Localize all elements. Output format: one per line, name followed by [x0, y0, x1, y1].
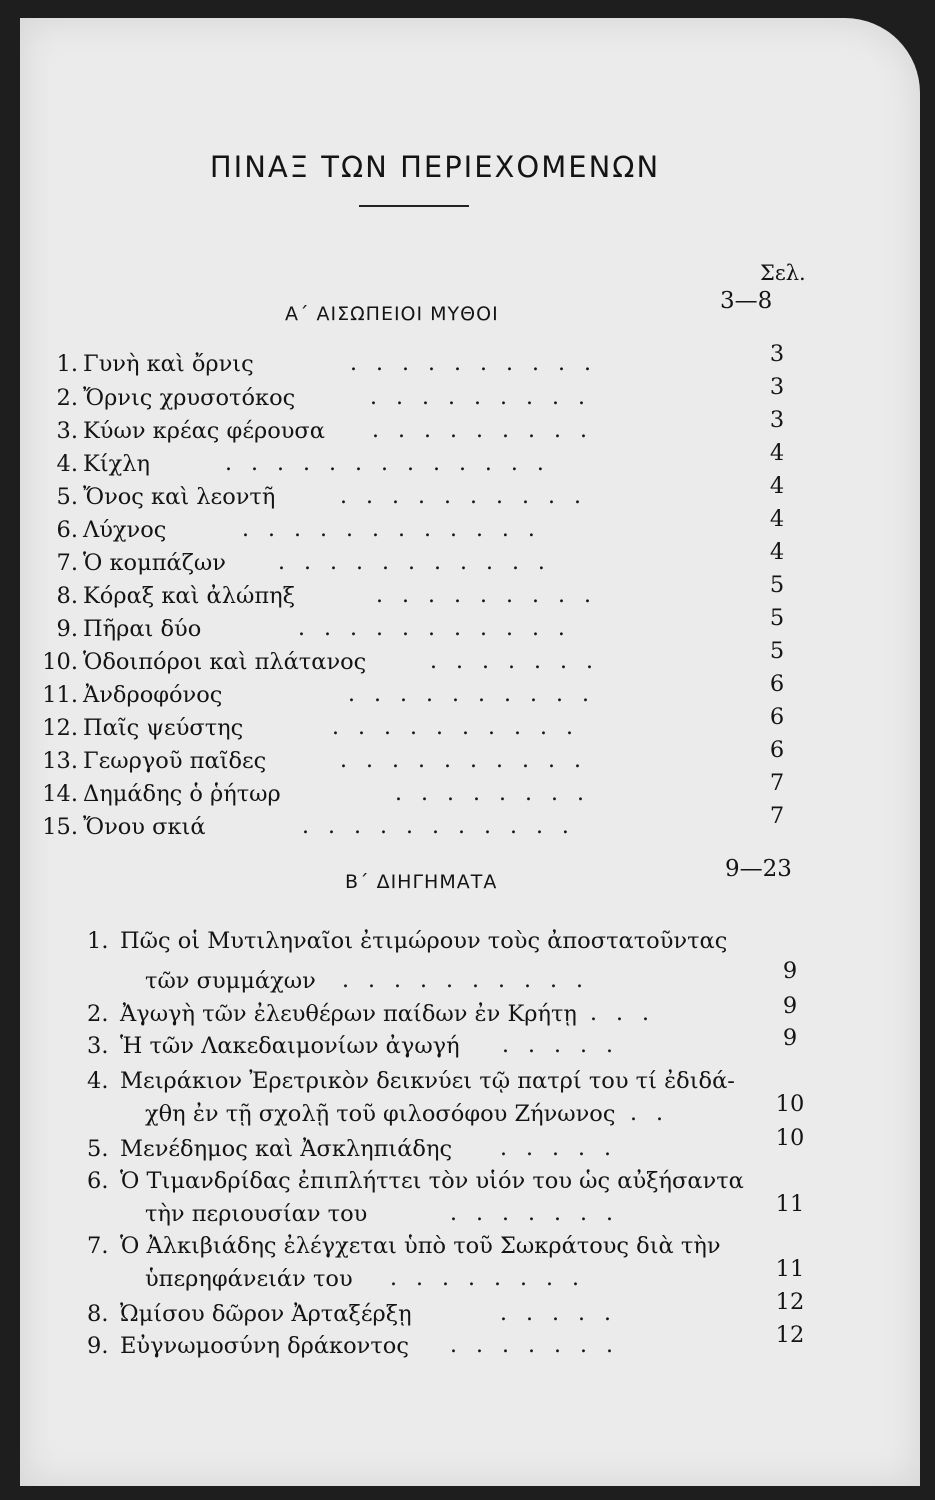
entry-number: 7.	[56, 550, 78, 576]
entry-title: Γεωργοῦ παῖδες	[83, 748, 267, 774]
entry-title-continuation: τὴν περιουσίαν του	[145, 1201, 368, 1227]
entry-title: Πῆραι δύο	[83, 616, 202, 642]
dot-leader: ........	[390, 1266, 598, 1291]
entry-title: Παῖς ψεύστης	[83, 715, 244, 741]
entry-page-number: 3	[769, 374, 785, 400]
entry-page-number: 10	[775, 1091, 805, 1117]
entry-number: 4.	[56, 451, 78, 477]
dot-leader: .......	[450, 1333, 632, 1358]
entry-title-continuation: τῶν συμμάχων	[145, 968, 316, 994]
entry-number: 12.	[42, 715, 78, 741]
dot-leader: .....	[502, 1033, 632, 1058]
entry-page-number: 5	[769, 572, 785, 598]
entry-number: 1.	[56, 351, 78, 377]
dot-leader: .........	[372, 418, 606, 443]
entry-page-number: 4	[769, 440, 785, 466]
entry-page-number: 7	[769, 770, 785, 796]
entry-title-continuation: ὑπερηφάνειάν του	[145, 1266, 353, 1292]
dot-leader: ...........	[302, 814, 588, 839]
entry-page-number: 6	[769, 704, 785, 730]
entry-title: Ἡ τῶν Λακεδαιμονίων ἀγωγή	[120, 1033, 460, 1059]
entry-title: Ὄνος καὶ λεοντῆ	[83, 484, 276, 510]
entry-title: Ἀγωγὴ τῶν ἐλευθέρων παίδων ἐν Κρήτῃ	[120, 1001, 577, 1027]
entry-page-number: 3	[769, 341, 785, 367]
entry-title: Πῶς οἱ Μυτιληναῖοι ἐτιμώρουν τοὺς ἀποστατοῦντας	[120, 928, 728, 954]
entry-page-number: 5	[769, 638, 785, 664]
entry-page-number: 10	[775, 1125, 805, 1151]
entry-title: Κύων κρέας φέρουσα	[83, 418, 325, 444]
entry-page-number: 11	[775, 1256, 805, 1282]
entry-number: 8.	[56, 583, 78, 609]
entry-page-number: 6	[769, 737, 785, 763]
dot-leader: .........	[376, 583, 610, 608]
dot-leader: ..........	[342, 968, 602, 993]
dot-leader: ...	[590, 1001, 668, 1026]
entry-page-number: 12	[775, 1289, 805, 1315]
dot-leader: .............	[225, 451, 563, 476]
entry-title: Ὁ Ἀλκιβιάδης ἐλέγχεται ὑπὸ τοῦ Σωκράτους διὰ τὴν	[120, 1233, 721, 1259]
section-a-range: 3—8	[720, 288, 773, 314]
entry-page-number: 4	[769, 539, 785, 565]
entry-number: 5.	[87, 1136, 109, 1162]
dot-leader: ..........	[340, 748, 600, 773]
entry-title: Μενέδημος καὶ Ἀσκληπιάδης	[120, 1136, 453, 1162]
dot-leader: .........	[370, 385, 604, 410]
entry-number: 6.	[56, 517, 78, 543]
entry-page-number: 5	[769, 605, 785, 631]
dot-leader: .......	[430, 649, 612, 674]
entry-number: 3.	[87, 1033, 109, 1059]
entry-page-number: 9	[782, 1025, 798, 1051]
entry-number: 8.	[87, 1301, 109, 1327]
dot-leader: ..........	[332, 715, 592, 740]
entry-number: 14.	[42, 781, 78, 807]
section-a-title: Α΄ ΑΙΣΩΠΕΙΟΙ ΜΥΘΟΙ	[285, 303, 499, 325]
dot-leader: ..	[630, 1101, 682, 1126]
book-page	[20, 18, 920, 1486]
entry-title: Κίχλη	[83, 451, 151, 477]
entry-title: Ὠμίσου δῶρον Ἀρταξέρξῃ	[120, 1301, 412, 1327]
entry-title: Γυνὴ καὶ ὄρνις	[83, 351, 254, 377]
entry-title: Ὁδοιπόροι καὶ πλάτανος	[83, 649, 367, 675]
entry-number: 5.	[56, 484, 78, 510]
page-title: ΠΙΝΑΞ ΤΩΝ ΠΕΡΙΕΧΟΜΕΝΩΝ	[209, 150, 661, 184]
entry-page-number: 3	[769, 407, 785, 433]
entry-title: Δημάδης ὁ ῥήτωρ	[83, 781, 281, 807]
entry-number: 13.	[42, 748, 78, 774]
entry-page-number: 4	[769, 473, 785, 499]
entry-title: Κόραξ καὶ ἀλώπηξ	[83, 583, 296, 609]
dot-leader: .....	[500, 1301, 630, 1326]
title-divider	[359, 205, 469, 207]
entry-number: 1.	[87, 928, 109, 954]
entry-number: 2.	[56, 385, 78, 411]
dot-leader: ..........	[340, 484, 600, 509]
entry-page-number: 9	[782, 993, 798, 1019]
entry-title: Ὄνου σκιά	[83, 814, 206, 840]
entry-title-continuation: χθη ἐν τῇ σχολῇ τοῦ φιλοσόφου Ζήνωνος	[145, 1101, 616, 1127]
entry-title: Μειράκιον Ἐρετρικὸν δεικνύει τῷ πατρί του τί ἐδιδά-	[120, 1068, 735, 1094]
dot-leader: ...........	[278, 550, 564, 575]
section-b-title: Β΄ ΔΙΗΓΗΜΑΤΑ	[345, 871, 498, 893]
entry-title: Ὁ κομπάζων	[83, 550, 226, 576]
entry-number: 10.	[42, 649, 78, 675]
dot-leader: ............	[242, 517, 554, 542]
entry-page-number: 9	[782, 958, 798, 984]
entry-page-number: 6	[769, 671, 785, 697]
entry-title: Ὁ Τιμανδρίδας ἐπιπλήττει τὸν υἱόν του ὡς αὐξήσαντα	[120, 1168, 744, 1194]
dot-leader: ........	[395, 781, 603, 806]
section-b-range: 9—23	[725, 856, 792, 882]
entry-number: 11.	[42, 682, 78, 708]
dot-leader: ..........	[348, 682, 608, 707]
dot-leader: ...........	[298, 616, 584, 641]
entry-page-number: 7	[769, 803, 785, 829]
entry-page-number: 12	[775, 1322, 805, 1348]
entry-title: Εὐγνωμοσύνη δράκοντος	[120, 1333, 409, 1359]
entry-number: 6.	[87, 1168, 109, 1194]
entry-number: 9.	[56, 616, 78, 642]
entry-title: Ἀνδροφόνος	[83, 682, 223, 708]
entry-page-number: 11	[775, 1191, 805, 1217]
entry-number: 15.	[42, 814, 78, 840]
entry-title: Λύχνος	[83, 517, 167, 543]
dot-leader: .......	[450, 1201, 632, 1226]
entry-number: 3.	[56, 418, 78, 444]
dot-leader: ..........	[350, 351, 610, 376]
entry-number: 9.	[87, 1333, 109, 1359]
entry-number: 7.	[87, 1233, 109, 1259]
entry-number: 2.	[87, 1001, 109, 1027]
entry-title: Ὄρνις χρυσοτόκος	[83, 385, 296, 411]
entry-page-number: 4	[769, 506, 785, 532]
entry-number: 4.	[87, 1068, 109, 1094]
dot-leader: .....	[500, 1136, 630, 1161]
page-column-label: Σελ.	[760, 261, 806, 285]
